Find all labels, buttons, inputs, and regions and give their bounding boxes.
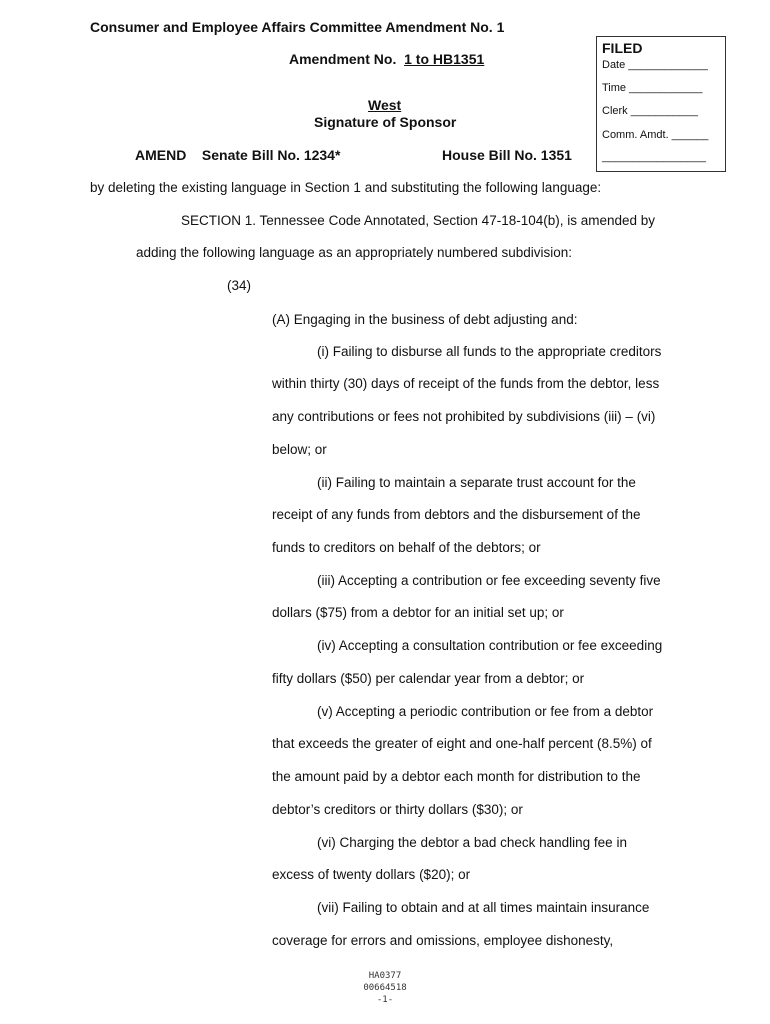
clause-iv-line-2: fifty dollars ($50) per calendar year from a debtor; or bbox=[272, 671, 585, 686]
clause-ii-line-2: receipt of any funds from debtors and the disbursement of the bbox=[272, 507, 641, 522]
filed-title: FILED bbox=[602, 40, 643, 56]
clause-ii-line-3: funds to creditors on behalf of the debtors; or bbox=[272, 540, 541, 555]
sponsor-name: West bbox=[368, 97, 402, 113]
amendment-number bbox=[289, 51, 484, 67]
clause-v-line-4: debtor’s creditors or thirty dollars ($30); or bbox=[272, 802, 523, 817]
clause-ii-line-1: (ii) Failing to maintain a separate trust account for the bbox=[317, 475, 636, 490]
intro-text: by deleting the existing language in Section 1 and substituting the following language: bbox=[90, 180, 602, 195]
clause-v-line-1: (v) Accepting a periodic contribution or fee from a debtor bbox=[317, 704, 654, 719]
senate-bill: Senate Bill No. 1234* bbox=[201, 147, 341, 163]
clause-i-line-4: below; or bbox=[272, 442, 327, 457]
clause-v-line-2: that exceeds the greater of eight and one-half percent (8.5%) of bbox=[272, 736, 652, 751]
clause-i-line-3: any contributions or fees not prohibited by subdivisions (iii) – (vi) bbox=[272, 409, 656, 424]
filed-comm-amdt: Comm. Amdt. ______ bbox=[602, 129, 709, 141]
subdivision-number: (34) bbox=[227, 278, 252, 293]
filed-clerk: Clerk ___________ bbox=[602, 105, 699, 117]
clause-iii-line-2: dollars ($75) from a debtor for an initial set up; or bbox=[272, 605, 564, 620]
amend-line bbox=[135, 147, 340, 163]
amendment-prefix: Amendment No. bbox=[289, 51, 397, 67]
filed-date: Date _____________ bbox=[602, 59, 708, 71]
page-number: -1- bbox=[376, 995, 394, 1005]
clause-v-line-3: the amount paid by a debtor each month for distribution to the bbox=[272, 769, 641, 784]
filed-box bbox=[596, 36, 726, 172]
clause-vii-line-2: coverage for errors and omissions, employee dishonesty, bbox=[272, 933, 614, 948]
committee-title: Consumer and Employee Affairs Committee Amendment No. 1 bbox=[90, 19, 505, 35]
clause-i-line-1: (i) Failing to disburse all funds to the appropriate creditors bbox=[317, 344, 662, 359]
sponsor-caption: Signature of Sponsor bbox=[314, 114, 457, 130]
filed-blank-line: _________________ bbox=[602, 151, 707, 163]
footer-code-2: 00664518 bbox=[363, 983, 407, 993]
clause-vi-line-1: (vi) Charging the debtor a bad check handling fee in bbox=[317, 835, 627, 850]
section-1-line-1: SECTION 1. Tennessee Code Annotated, Section 47-18-104(b), is amended by bbox=[181, 213, 656, 228]
clause-i-line-2: within thirty (30) days of receipt of the funds from the debtor, less bbox=[272, 376, 660, 391]
clause-a: (A) Engaging in the business of debt adjusting and: bbox=[272, 312, 578, 327]
filed-time: Time ____________ bbox=[602, 82, 703, 94]
clause-vii-line-1: (vii) Failing to obtain and at all times maintain insurance bbox=[317, 900, 650, 915]
footer-code-1: HA0377 bbox=[368, 971, 402, 981]
clause-iv-line-1: (iv) Accepting a consultation contribution or fee exceeding bbox=[317, 638, 663, 653]
clause-iii-line-1: (iii) Accepting a contribution or fee exceeding seventy five bbox=[317, 573, 661, 588]
section-1-line-2: adding the following language as an appropriately numbered subdivision: bbox=[136, 245, 573, 260]
house-bill: House Bill No. 1351 bbox=[442, 147, 572, 163]
amendment-ref: 1 to HB1351 bbox=[404, 51, 485, 67]
amend-label: AMEND bbox=[135, 147, 187, 163]
clause-vi-line-2: excess of twenty dollars ($20); or bbox=[272, 867, 471, 882]
